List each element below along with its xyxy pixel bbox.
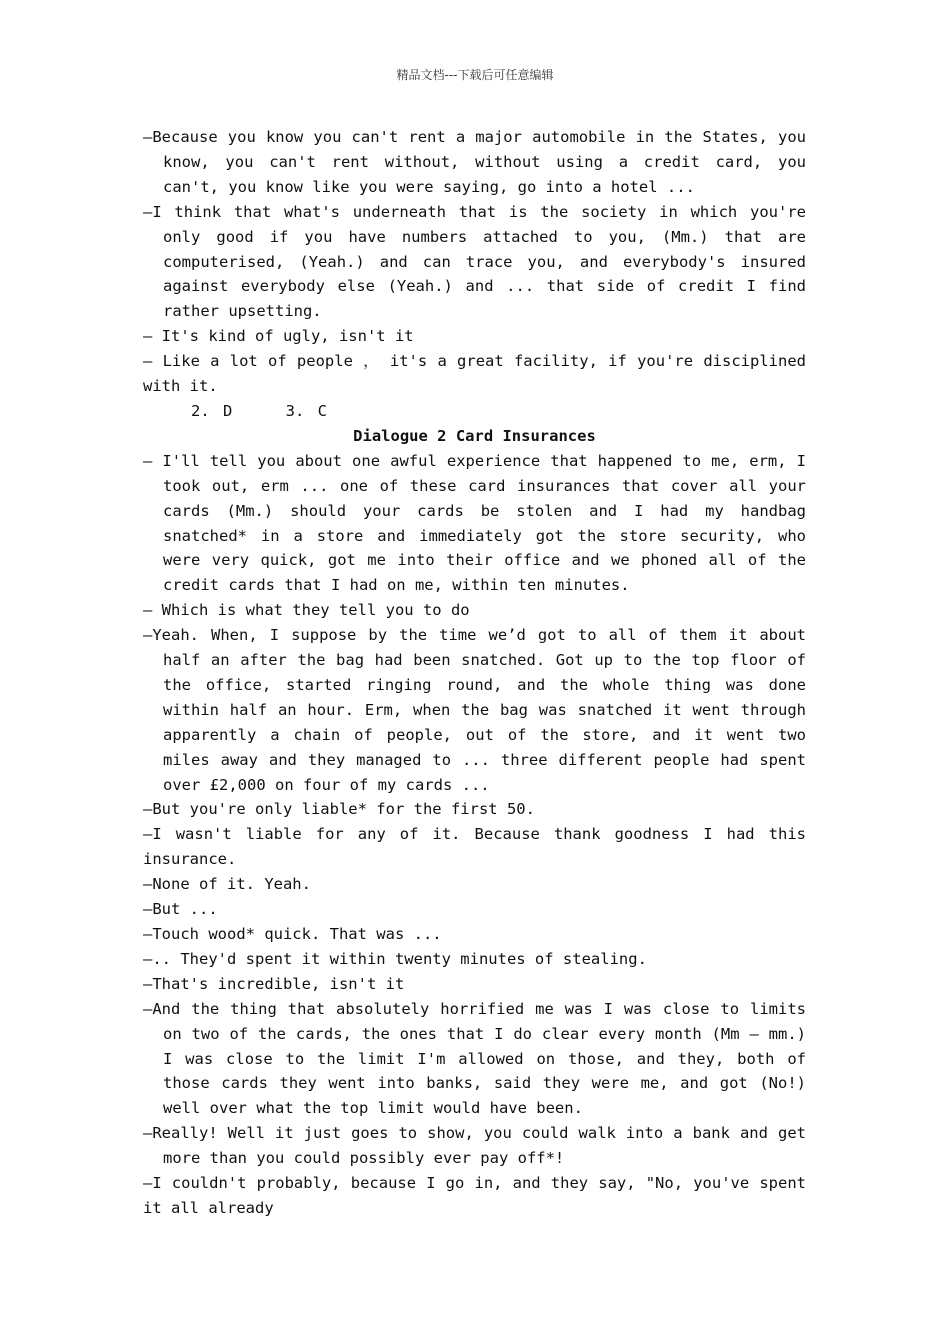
dialogue-turn: —Yeah. When, I suppose by the time we’d got to all of them it about half an after the bag had been snatched. Got up to the top floor of the office, started ringing round, and the whole thing was done within half an hour. Erm, when the bag was snatched it went through apparently a chain of people, out of the store, and it went two miles away and they managed to ... three different people had spent over £2,000 on four of my cards ... [143,626,806,794]
dialogue-turn: —Really! Well it just goes to show, you could walk into a bank and get more than you could possibly ever pay off*! [143,1124,806,1168]
answer-key: 2. D 3. C [191,401,327,420]
section-title: Dialogue 2 Card Insurances [353,426,596,445]
dialogue-turn: —That's incredible, isn't it [143,974,405,993]
dialogue-turn: —I wasn't liable for any of it. Because thank goodness I had this insurance. [143,825,806,869]
dialogue-turn: —But ... [143,900,218,919]
dialogue-turn: —None of it. Yeah. [143,875,311,894]
dialogue-turn: —I think that what's underneath that is the society in which you're only good if you have numbers attached to you, (Mm.) that are computerised, (Yeah.) and can trace you, and everybody's insured against everybody else (Yeah.) and ... that side of credit I find rather upsetting. [143,202,806,321]
page-header: 精品文档---下载后可任意编辑 [396,68,554,82]
dialogue-turn: — Like a lot of people ， it's a great facility, if you're disciplined with it. [143,352,806,396]
dialogue-turn: —Because you know you can't rent a major automobile in the States, you know, you can't rent without, without using a credit card, you can't, you know like you were saying, go into a hotel ... [143,128,806,196]
dialogue-turn: — Which is what they tell you to do [143,601,470,620]
dialogue-turn: —But you're only liable* for the first 50. [143,800,535,819]
dialogue-turn: — It's kind of ugly, isn't it [143,327,414,346]
dialogue-turn: —Touch wood* quick. That was ... [143,925,442,943]
dialogue-turn: —I couldn't probably, because I go in, and they say, "No, you've spent it all already [143,1174,806,1217]
dialogue-turn: — I'll tell you about one awful experience that happened to me, erm, I took out, erm ... one of these card insurances that cover all your cards (Mm.) should your cards be stolen and I had my handbag snatched* in a store and immediately got the store security, who were very quick, got me into their office and we phoned all of the credit cards that I had on me, within ten minutes. [143,451,806,595]
dialogue-turn: —And the thing that absolutely horrified me was I was close to limits on two of the cards, the ones that I do clear every month (Mm – mm.) I was close to the limit I'm allowed on those, and they, both of those cards they went into banks, said they were me, and got (No!) well over what the top limit would have been. [143,999,806,1118]
document-body [143,125,806,1221]
dialogue-turn: —.. They'd spent it within twenty minutes of stealing. [143,949,647,968]
